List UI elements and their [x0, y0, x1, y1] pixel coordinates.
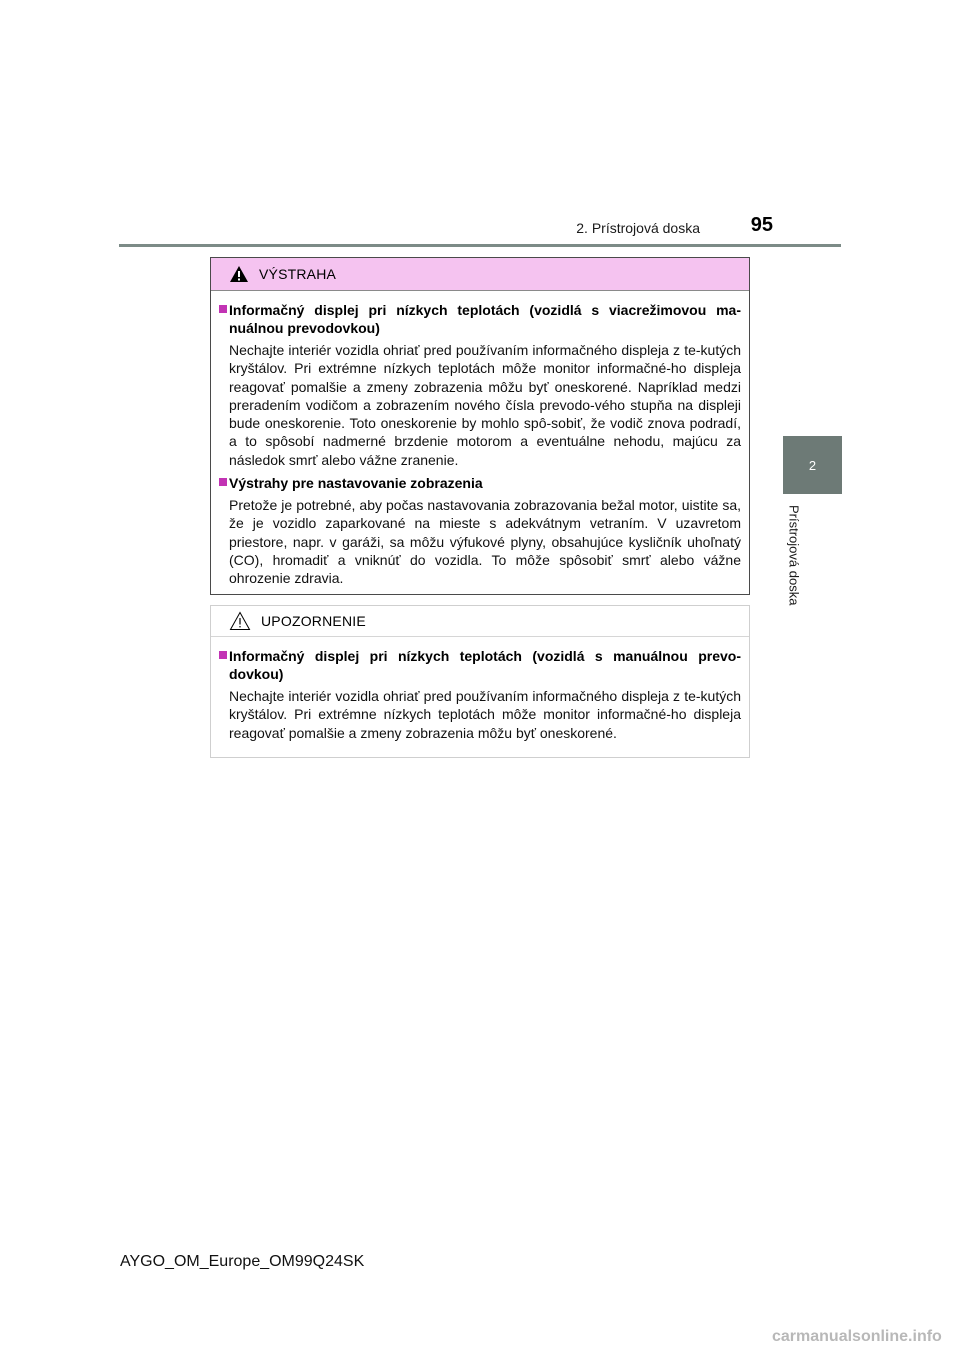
- warning-header: [211, 258, 749, 291]
- square-bullet-icon: [219, 651, 227, 659]
- caution-triangle-icon: [229, 611, 251, 631]
- warning-triangle-icon: [229, 265, 249, 283]
- caution-item-title: [219, 647, 741, 683]
- warning-item-title-text: Výstrahy pre nastavovanie zobrazenia: [229, 475, 483, 492]
- caution-heading: UPOZORNENIE: [261, 613, 366, 629]
- square-bullet-icon: [219, 478, 227, 486]
- warning-item-title: [219, 301, 741, 337]
- page-number: 95: [750, 214, 773, 236]
- section-title: 2. Prístrojová doska: [576, 220, 700, 236]
- chapter-number: 2: [808, 457, 817, 473]
- warning-item-title-text: Informačný displej pri nízkych teplotách (vozidlá s viacrežimovou ma-nuálnou prevodovkou): [229, 302, 741, 336]
- watermark: carmanualsonline.info: [772, 1328, 942, 1345]
- warning-item-text: Pretože je potrebné, aby počas nastavovania zobrazovania bežal motor, uistite sa, že je vozidlo zaparkované na mieste s adekvátnym vetraním. V uzavretom priestore, napr. v garáži, sa môžu výfukové plyny, obsahujúce kysličník uhoľnatý (CO), hromadiť a vniknúť do vozidla. To môže spôsobiť smrť alebo vážne ohrozenie zdravia.: [229, 497, 741, 587]
- warning-item-title: [219, 474, 741, 492]
- chapter-label: Prístrojová doska: [786, 505, 802, 606]
- caution-item-text: Nechajte interiér vozidla ohriať pred používaním informačného displeja z te-kutých kryštálov. Pri extrémne nízkych teplotách môže monitor informačné-ho displeja reagovať pomalšie a zmeny zobrazenia môžu byť oneskorené.: [229, 688, 741, 741]
- warning-box: [210, 257, 750, 595]
- chapter-tab: [783, 436, 842, 494]
- document-id: AYGO_OM_Europe_OM99Q24SK: [120, 1253, 365, 1270]
- warning-item-text: Nechajte interiér vozidla ohriať pred používaním informačného displeja z te-kutých kryštálov. Pri extrémne nízkych teplotách môže monitor informačné-ho displeja reagovať pomalšie a zmeny zobrazenia môžu byť oneskorené. Napríklad medzi preradením vodičom a zobrazením nového čísla prevodo-vého stupňa na displeji bude oneskorenie. Toto oneskorenie by mohlo spô-sobiť, že vodič znova podradí, a to spôsobí nadmerné brzdenie motorom a eventuálne nehodu, majúcu za následok smrť alebo vážne zranenie.: [229, 342, 741, 468]
- caution-item-title-text: Informačný displej pri nízkych teplotách (vozidlá s manuálnou prevo-dovkou): [229, 648, 741, 682]
- warning-heading: VÝSTRAHA: [259, 266, 337, 282]
- header-divider: [119, 244, 841, 247]
- caution-header: [211, 606, 749, 637]
- caution-body: [211, 637, 749, 742]
- warning-body: [211, 291, 749, 588]
- square-bullet-icon: [219, 305, 227, 313]
- caution-box: [210, 605, 750, 758]
